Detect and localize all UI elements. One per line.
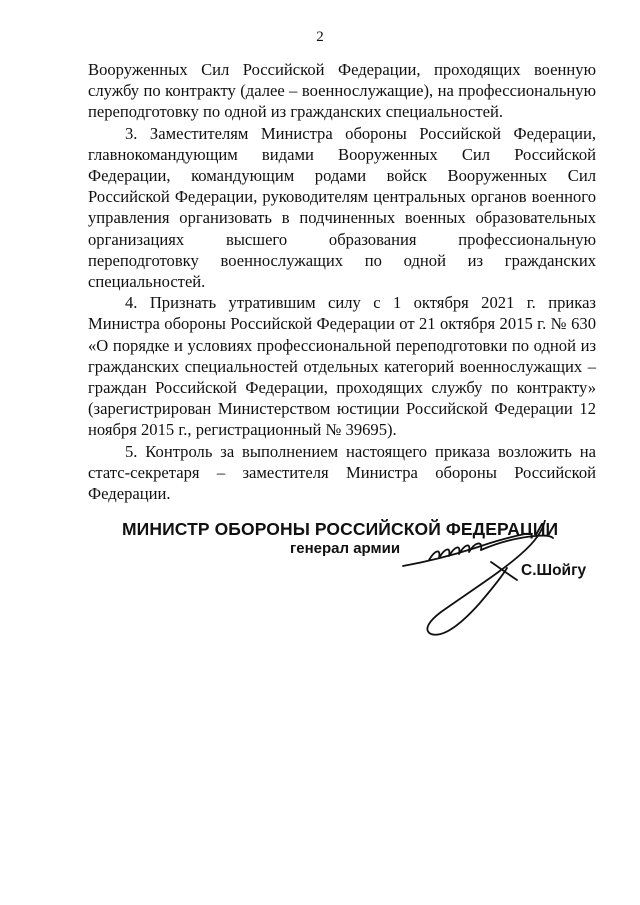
- page-number: 2: [316, 29, 324, 45]
- paragraph-item-5: 5. Контроль за выполнением настоящего приказа возложить на статс-секретаря – заместителя Министра обороны Российской Федерации.: [88, 441, 596, 504]
- paragraph-item-3: 3. Заместителям Министра обороны Российской Федерации, главнокомандующим видами Вооруженных Сил Российской Федерации, командующим родами войск Вооруженных Сил Российской Федерации, руководителям центральных органов военного управления организовать в подчиненных военных образовательных организациях высшего образования профессиональную переподготовку военнослужащих по одной из гражданских специальностей.: [88, 123, 596, 292]
- signatory-rank: генерал армии: [290, 540, 401, 557]
- handwritten-signature: [395, 520, 585, 640]
- document-body: [88, 59, 596, 504]
- paragraph-item-4: 4. Признать утратившим силу с 1 октября 2021 г. приказ Министра обороны Российской Федерации от 21 октября 2015 г. № 630 «О порядке и условиях профессиональной переподготовки по одной из гражданских специальностей отдельных категорий военнослужащих – граждан Российской Федерации, проходящих службу по контракту» (зарегистрирован Министерством юстиции Российской Федерации 12 ноября 2015 г., регистрационный № 39695).: [88, 293, 596, 440]
- signatory-title: МИНИСТР ОБОРОНЫ РОССИЙСКОЙ ФЕДЕРАЦИИ: [122, 519, 559, 539]
- signatory-name: С.Шойгу: [521, 562, 587, 579]
- paragraph-continuation: Вооруженных Сил Российской Федерации, проходящих военную службу по контракту (далее – военнослужащие), на профессиональную переподготовку по одной из гражданских специальностей.: [88, 60, 596, 122]
